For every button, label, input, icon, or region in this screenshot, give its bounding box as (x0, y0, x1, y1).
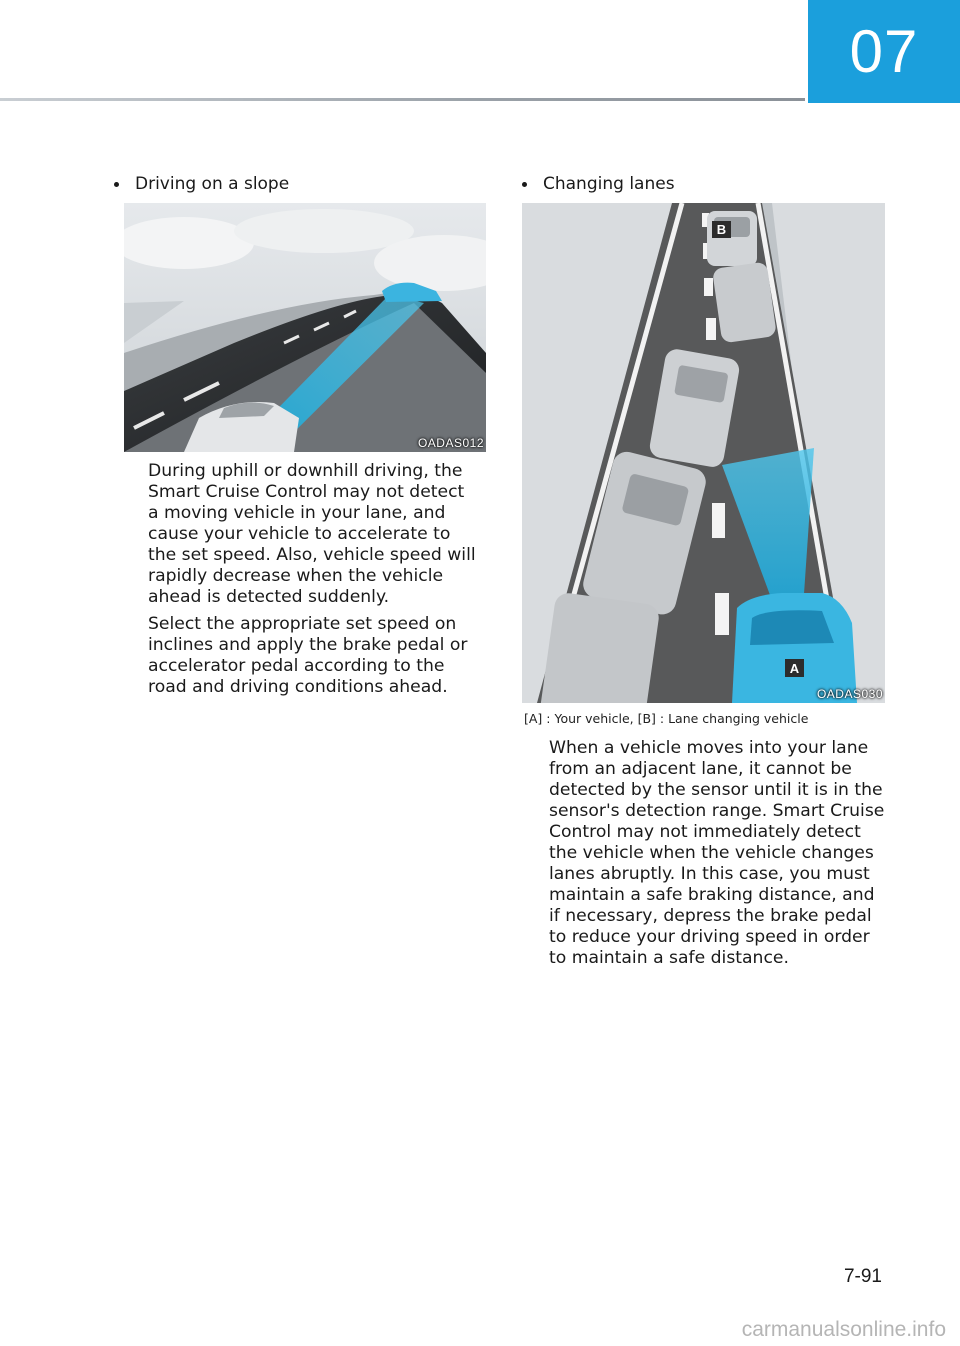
label-b-badge: B (712, 221, 731, 238)
figure-code: OADAS030 (816, 687, 883, 701)
watermark: carmanualsonline.info (741, 1318, 946, 1341)
figure-caption: [A] : Your vehicle, [B] : Lane changing vehicle (524, 711, 809, 726)
bullet-text: Driving on a slope (135, 174, 290, 194)
figure-slope (124, 203, 486, 452)
bullet-text: Changing lanes (543, 174, 675, 194)
header-rule (0, 98, 805, 101)
chapter-tab: 07 (808, 0, 960, 103)
slope-illustration (124, 203, 486, 452)
bullet-changing-lanes (522, 174, 675, 194)
vehicle-b (707, 211, 757, 266)
paragraph-slope-1: During uphill or downhill driving, the Smart Cruise Control may not detect a moving vehicle in your lane, and cause your vehicle to accelerate to the set speed. Also, vehicle speed will rapidly decrease when the vehicle ahead is detected suddenly. (148, 461, 476, 607)
lane-change-illustration (522, 203, 885, 703)
page-number: 7-91 (843, 1266, 882, 1287)
figure-code: OADAS012 (417, 436, 484, 450)
bullet-dot-icon (522, 182, 527, 187)
paragraph-lane-change: When a vehicle moves into your lane from an adjacent lane, it cannot be detected by the sensor until it is in the sensor's detection range. Smart Cruise Control may not immediately detect the vehicle when the vehicle changes lanes abruptly. In this case, you must maintain a safe braking distance, and if necessary, depress the brake pedal to reduce your driving speed in order to maintain a safe distance. (549, 738, 885, 968)
bullet-driving-on-slope (114, 174, 289, 194)
label-a-badge: A (785, 659, 804, 677)
bullet-dot-icon (114, 182, 119, 187)
paragraph-slope-2: Select the appropriate set speed on inclines and apply the brake pedal or accelerator pedal according to the road and driving conditions ahead. (148, 614, 468, 697)
figure-lane-change (522, 203, 885, 703)
